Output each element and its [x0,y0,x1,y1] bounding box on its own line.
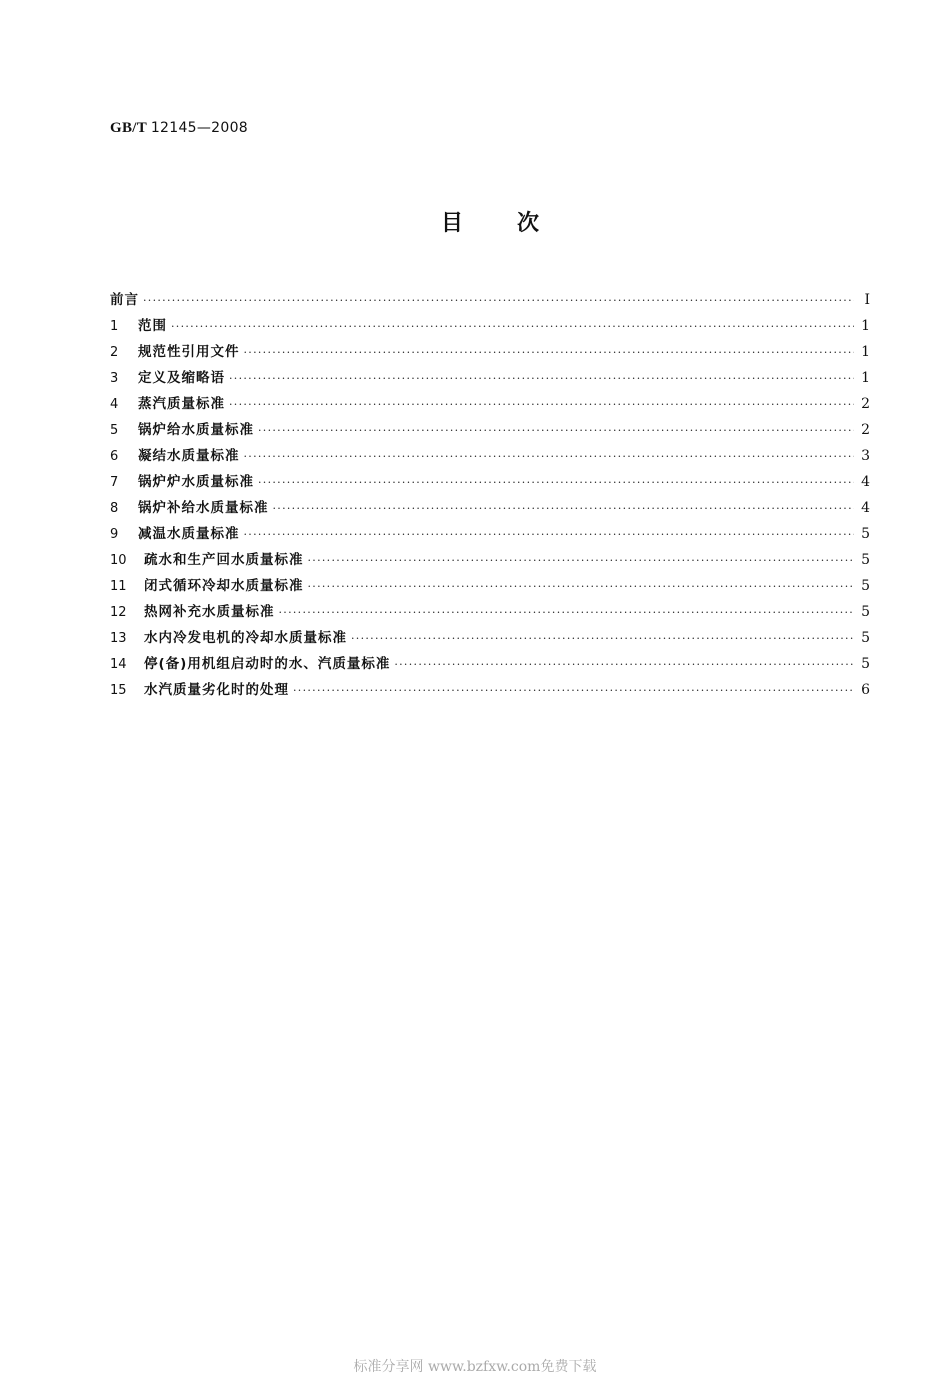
toc-entry[interactable] [110,392,870,418]
toc-page: 5 [861,656,870,672]
toc-number: 14 [110,657,127,672]
toc-entry[interactable] [110,626,870,652]
toc-title: 锅炉补给水质量标准 [138,500,269,516]
toc-number: 12 [110,605,127,620]
toc-title: 减温水质量标准 [138,526,240,542]
standard-id [110,120,248,137]
toc-entry[interactable] [110,574,870,600]
toc-number: 13 [110,631,127,646]
toc-title: 蒸汽质量标准 [138,396,225,412]
toc-entry[interactable] [110,496,870,522]
toc-title: 水内冷发电机的冷却水质量标准 [144,630,347,646]
leader-dots [229,372,854,385]
toc-title: 锅炉炉水质量标准 [138,474,254,490]
leader-dots [171,320,854,333]
leader-dots [244,346,855,359]
toc-page: 1 [861,370,870,386]
title-char-1: 目 [440,211,463,236]
toc-page: 2 [861,396,870,412]
toc-entry[interactable] [110,366,870,392]
leader-dots [258,424,854,437]
toc-page: 5 [861,630,870,646]
page-title [0,206,950,237]
toc-page: 4 [861,500,870,516]
leader-dots [258,476,854,489]
leader-dots [308,580,855,593]
toc-title: 闭式循环冷却水质量标准 [144,578,304,594]
toc-entry[interactable] [110,522,870,548]
toc-entry[interactable] [110,678,870,704]
toc-entry[interactable] [110,470,870,496]
toc-number: 7 [110,475,119,490]
toc-number: 2 [110,345,119,360]
toc-number: 6 [110,449,119,464]
toc-page: 5 [861,526,870,542]
toc-title: 凝结水质量标准 [138,448,240,464]
toc-page: 4 [861,474,870,490]
standard-prefix: GB/T [110,120,147,136]
leader-dots [308,554,855,567]
toc-number: 4 [110,397,119,412]
toc-entry[interactable] [110,444,870,470]
toc-page: 1 [861,344,870,360]
toc-entry[interactable] [110,340,870,366]
toc-number: 5 [110,423,119,438]
toc-title: 锅炉给水质量标准 [138,422,254,438]
toc-number: 1 [110,319,119,334]
leader-dots [244,528,855,541]
toc-title: 定义及缩略语 [138,370,225,386]
toc-entry[interactable] [110,418,870,444]
toc-entry[interactable] [110,314,870,340]
toc-number: 10 [110,553,127,568]
toc-page: 5 [861,604,870,620]
toc-title: 疏水和生产回水质量标准 [144,552,304,568]
toc-title: 前言 [110,292,139,308]
title-char-2: 次 [517,211,540,236]
leader-dots [351,632,854,645]
toc-page: 5 [861,552,870,568]
toc-page: 5 [861,578,870,594]
leader-dots [229,398,854,411]
toc-page: Ⅰ [864,292,870,308]
toc-title: 热网补充水质量标准 [144,604,275,620]
toc-number: 11 [110,579,127,594]
toc-page: 6 [861,682,870,698]
toc-number: 9 [110,527,119,542]
toc-title: 水汽质量劣化时的处理 [144,682,289,698]
toc-entry-foreword[interactable] [110,288,870,314]
standard-number: 12145—2008 [150,120,249,136]
leader-dots [279,606,855,619]
leader-dots [273,502,855,515]
leader-dots [394,658,854,671]
toc-number: 8 [110,501,119,516]
toc-page: 2 [861,422,870,438]
toc-title: 规范性引用文件 [138,344,240,360]
leader-dots [143,294,854,307]
toc-title: 范围 [138,318,167,334]
watermark: 标准分享网 www.bzfxw.com免费下载 [353,1359,597,1375]
toc-page: 3 [861,448,870,464]
table-of-contents [110,288,870,704]
toc-title: 停(备)用机组启动时的水、汽质量标准 [144,656,391,672]
toc-entry[interactable] [110,652,870,678]
toc-entry[interactable] [110,548,870,574]
toc-number: 3 [110,371,119,386]
toc-entry[interactable] [110,600,870,626]
toc-page: 1 [861,318,870,334]
leader-dots [244,450,855,463]
leader-dots [293,684,854,697]
toc-number: 15 [110,683,127,698]
